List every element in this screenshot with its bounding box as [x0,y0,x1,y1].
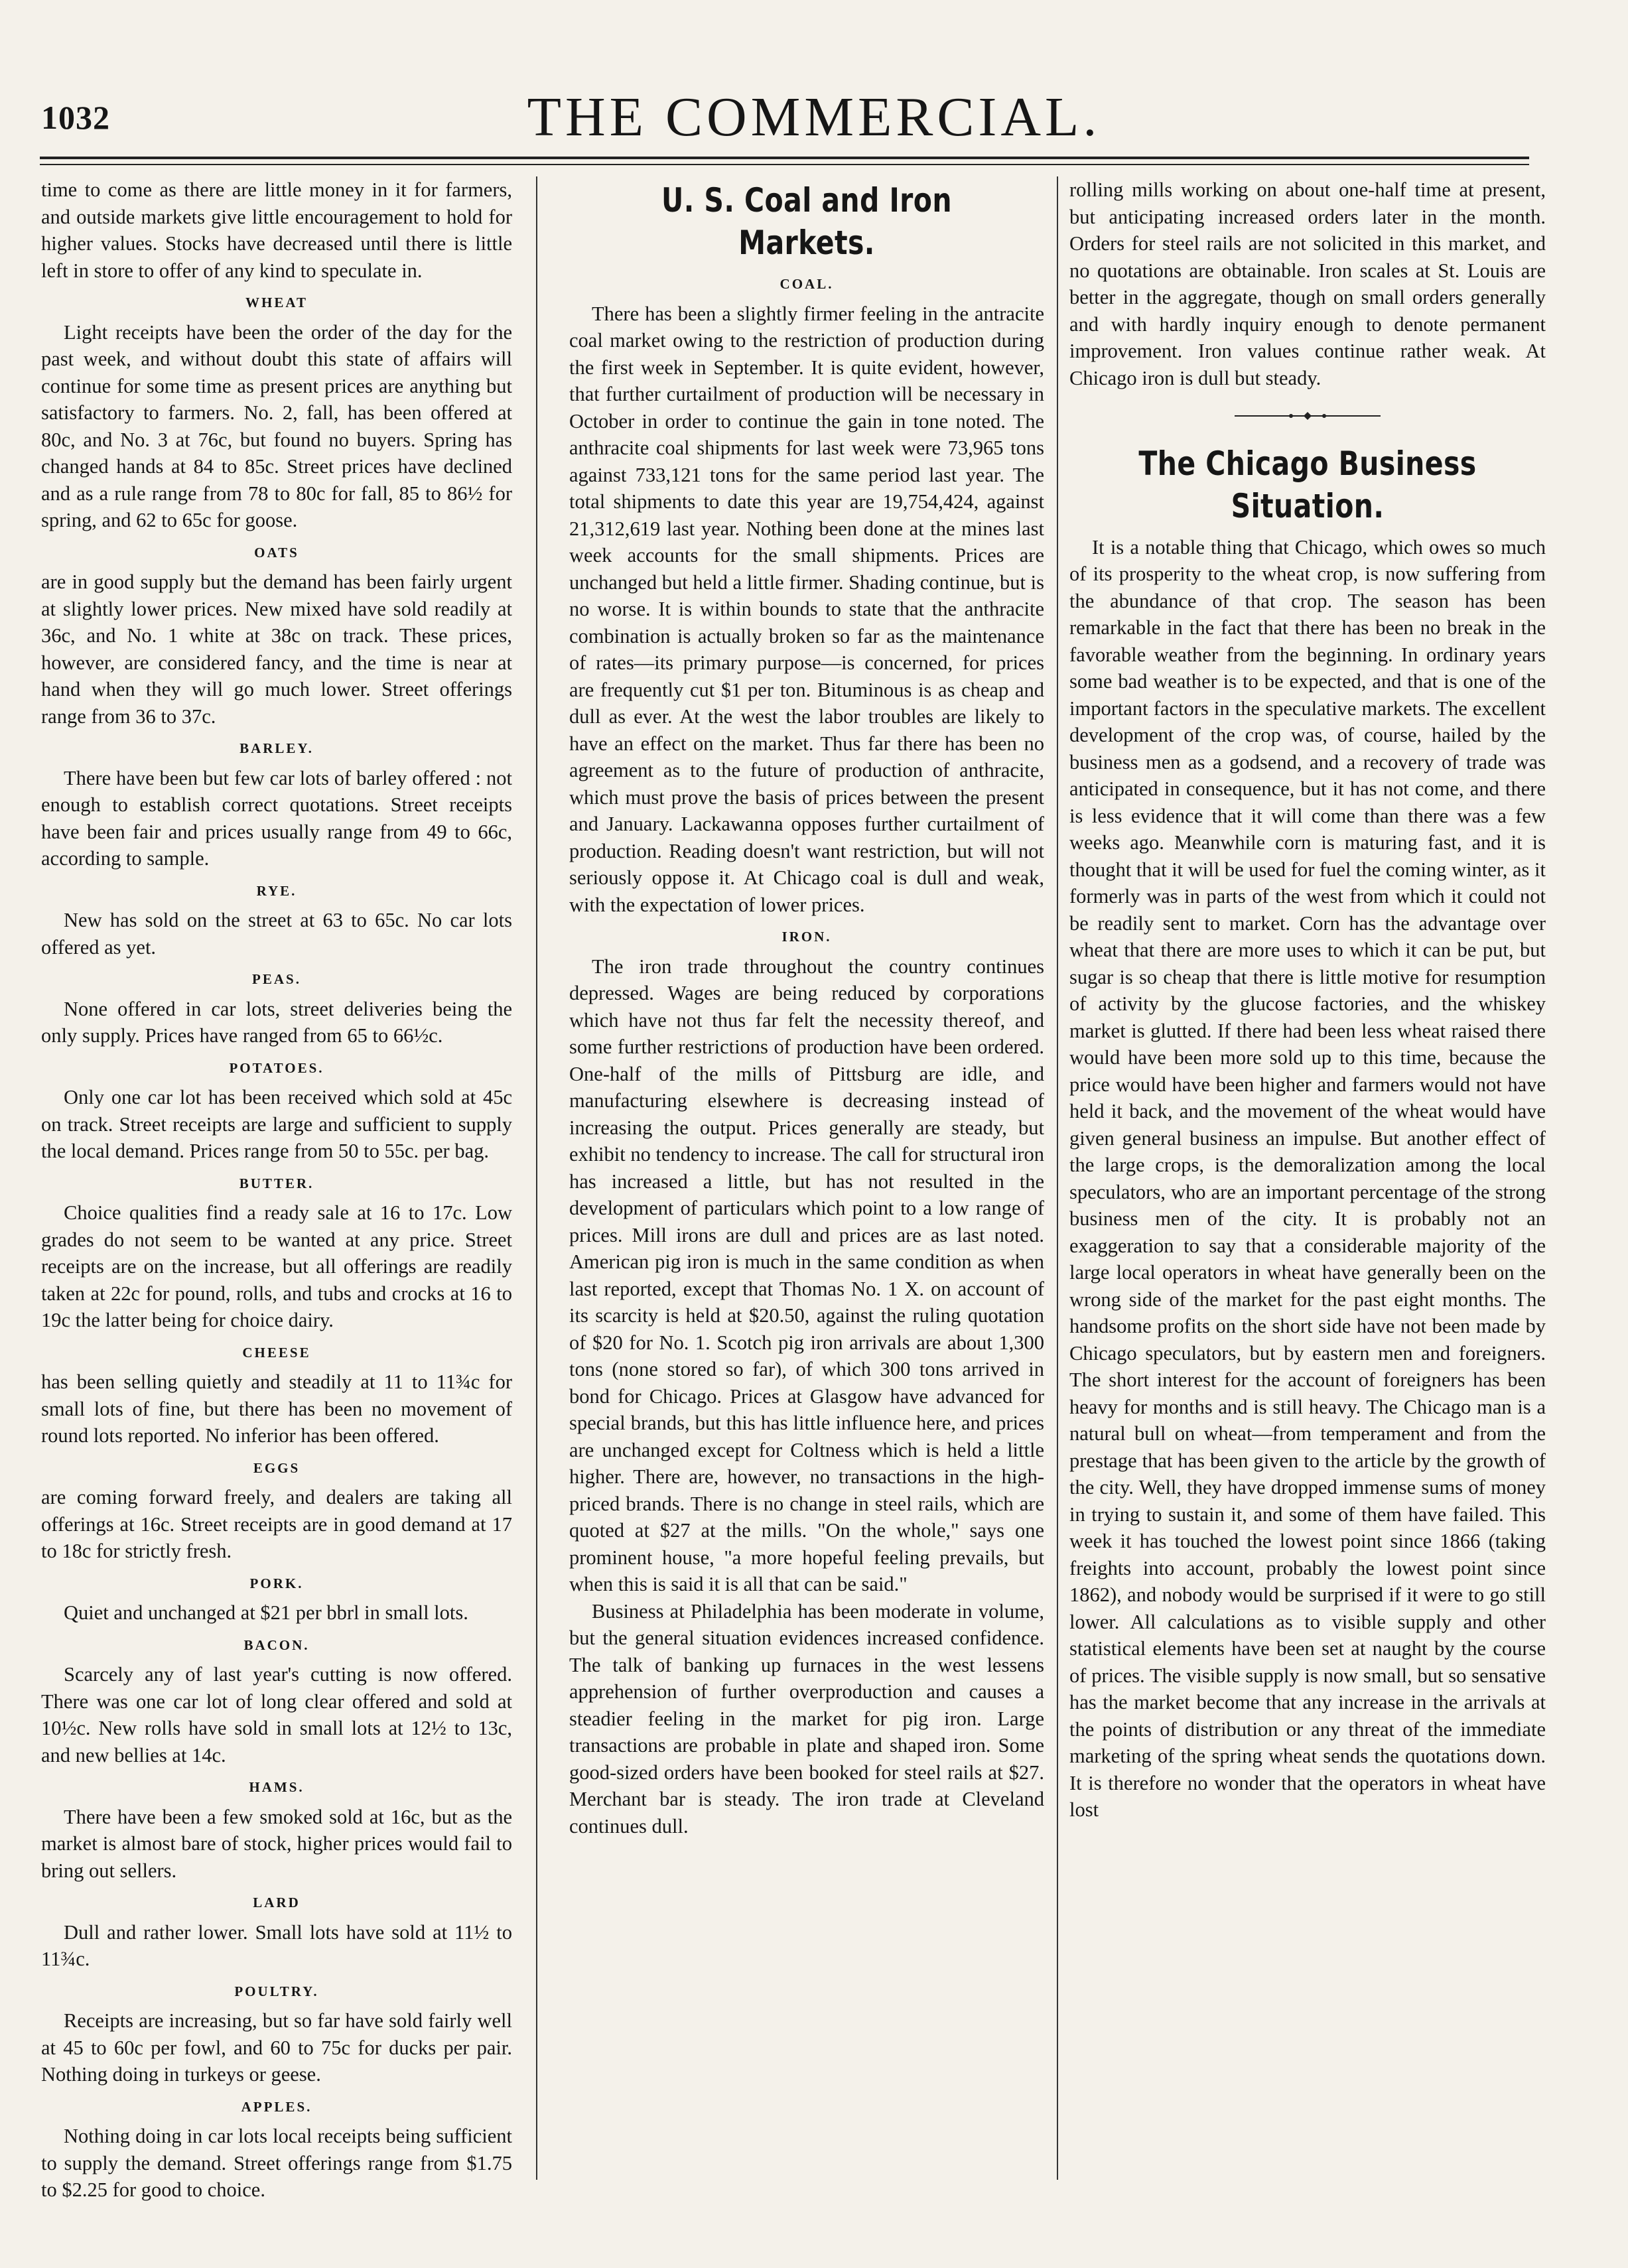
section-text: Nothing doing in car lots local receipts being sufficient to supply the demand. Street offerings range from $1.75 to $2.25 for good to choice. [41,2125,512,2201]
section-iron [569,923,1044,1598]
section-text: Quiet and unchanged at $21 per bbrl in small lots. [64,1601,468,1624]
section-heading: CHEESE [242,1344,311,1361]
section-heading: POULTRY. [234,1983,319,1999]
header-rule-bottom [40,164,1529,165]
section-bacon [41,1632,512,1769]
section-heading: BARLEY. [239,740,314,756]
column-chicago [1069,176,1546,2226]
page-number: 1032 [41,99,110,136]
iron-markets-continued: rolling mills working on about one-half time at present, but anticipating increased orders later in the month. Orders for steel rails are not solicited in this market, and no quotations are obtainable. Iron scales at St. Louis are better in the aggregate, though on small orders generally and with hardly inquiry enough to denote permanent improvement. Iron values continue rather weak. At Chicago iron is dull but steady. [1069,178,1546,389]
section-heading: BUTTER. [239,1175,314,1191]
section-pork [41,1570,512,1627]
section-text: Only one car lot has been received which sold at 45c on track. Street receipts are large and sufficient to supply the local demand. Prices range from 50 to 55c. per bag. [41,1086,512,1162]
section-heading: PORK. [249,1575,304,1591]
section-poultry [41,1978,512,2088]
header-rule-top [40,157,1529,159]
section-potatoes [41,1055,512,1165]
section-text: Business at Philadelphia has been moderate in volume, but the general situation evidences increased confidence. The talk of banking up furnaces in the west lessens apprehension of further overproduction and causes a steadier feeling in the market for pig iron. Large transactions are probable in plate and shaped iron. Some good-sized orders have been booked for steel rails at $27. Merchant bar is steady. The iron trade at Cleveland continues dull. [569,1599,1044,1837]
section-oats [41,539,512,730]
section-text: are coming forward freely, and dealers are taking all offerings at 16c. Street receipts are in good demand at 17 to 18c for strictly fresh. [41,1486,512,1562]
section-coal [569,271,1044,918]
column-coal-iron [569,176,1044,2226]
section-wheat [41,289,512,534]
section-heading: RYE. [256,882,297,899]
section-apples [41,2094,512,2204]
section-heading: OATS [254,544,299,561]
section-text: Receipts are increasing, but so far have sold fairly well at 45 to 60c per fowl, and 60 to 75c for ducks per pair. Nothing doing in turkeys or geese. [41,2009,512,2086]
section-text: are in good supply but the demand has been fairly urgent at slightly lower prices. New mixed have sold readily at 36c, and No. 1 white at 38c on track. These prices, however, are considered fancy, and the time is near at hand when they will go much lower. Street offerings range from 36 to 37c. [41,570,512,728]
section-hams [41,1774,512,1884]
column-market-reports [41,176,512,2226]
section-barley [41,735,512,872]
section-text: There has been a slightly firmer feeling in the antracite coal market owing to the restriction of production during the first week in September. It is quite evident, however, that further curtailment of production will be necessary in October in order to continue the gain in tone noted. The anthracite coal shipments for last week were 73,965 tons against 733,121 tons for the same period last year. The total shipments to date this year are 19,754,424, against 21,312,619 last year. Nothing been done at the mines last week accounts for the small shipments. Prices are unchanged but held a little firmer. Shading continue, but is no worse. It is within bounds to state that the anthracite combination is actually broken so far as the maintenance of rates—its primary purpose—is concerned, for prices are frequently cut $1 per ton. Bituminous is as cheap and dull as ever. At the west the labor troubles are likely to have an effect on the market. Thus far there has been no agreement as to the future of production of anthracite, which must prove the basis of prices between the present and January. Lackawanna opposes further curtailment of production. Reading doesn't want restriction, but will not seriously oppose it. At Chicago coal is dull and weak, with the expectation of lower prices. [569,302,1044,916]
section-text: None offered in car lots, street deliveries being the only supply. Prices have ranged from 65 to 66½c. [41,997,512,1047]
column-divider-2 [1057,176,1058,2180]
section-heading: POTATOES. [229,1059,324,1076]
section-heading: IRON. [781,929,832,945]
section-heading: COAL. [780,276,834,292]
masthead-title: THE COMMERCIAL. [527,86,1101,148]
section-text: Choice qualities find a ready sale at 16 to 17c. Low grades do not seem to be wanted at any price. Street receipts are on the increase, but all offerings are readily taken at 22c for pound, rolls, and tubs and crocks at 16 to 19c the latter being for choice dairy. [41,1201,512,1331]
column-divider-1 [536,176,537,2180]
section-heading: APPLES. [241,2098,312,2115]
section-text: Light receipts have been the order of the day for the past week, and without doubt this state of affairs will continue for some time as present prices are anything but satisfactory to farmers. No. 2, fall, has been offered at 80c, and No. 3 at 76c, but found no buyers. Spring has changed hands at 84 to 85c. Street prices have declined and as a rule range from 78 to 80c for fall, 85 to 86½ for spring, and 62 to 65c for goose. [41,320,512,531]
section-heading: LARD [253,1895,301,1910]
section-heading: EGGS [253,1459,301,1476]
section-heading: WHEAT [245,295,308,310]
section-text: has been selling quietly and steadily at 11 to 11¾c for small lots of fine, but there has been no movement of round lots reported. No inferior has been offered. [41,1370,512,1447]
section-text: Scarcely any of last year's cutting is now offered. There was one car lot of long clear offered and sold at 10½c. New rolls have sold in small lots at 12½ to 13c, and new bellies at 14c. [41,1663,512,1767]
article-body-chicago: It is a notable thing that Chicago, which owes so much of its prosperity to the wheat crop, is now suffering from the abundance of that crop. The season has been remarkable in the fact that there has been no break in the favorable weather from the beginning. In ordinary years some bad weather is to be expected, and that is one of the important factors in the speculative markets. The excellent development of the crop was, of course, hailed by the business men as a godsend, and a recovery of trade was anticipated in consequence, but it has not come, and there is less evidence that it will come than there was a few weeks ago. Meanwhile corn is maturing fast, and it is thought that it will be used for fuel the coming winter, as it formerly was in parts of the west from which it could not be readily sent to market. Corn has the advantage over wheat that there are more uses to which it can be put, but sugar is so cheap that there is little motive for resumption of activity by the glucose factories, and the whiskey market is glutted. If there had been less wheat raised there would have been more sold up to this time, because the price would have been higher and farmers would not have held it back, and the movement of the wheat would have given general business an impulse. But another effect of the large crops, is the demoralization among the local speculators, who are an important percentage of the strong business men of the city. It is probably not an exaggeration to say that a considerable majority of the large local operators in wheat have generally been on the wrong side of the market for the past eight months. The handsome profits on the short side have not been made by Chicago speculators, but by eastern men and foreigners. The short interest for the account of foreigners has been heavy for months and is still heavy. The Chicago man is a natural bull on wheat—from temperament and from the prestage that has been given to the article by the growth of the city. Well, they have dropped immense sums of money in trying to sustain it, and some of them have failed. This week it has touched the lowest point since 1866 (taking freights into account, probably the lowest point since 1862), and nobody would be surprised if it were to go still lower. All calculations as to visible supply and other statistical elements have been set at naught by the course of prices. The visible supply is now small, but so sensative has the market become that any increase in the arrivals at the points of distribution or any threat of the immediate marketing of the spring wheat sends the quotations down. It is therefore no wonder that the operators in wheat have lost [1069,535,1546,1821]
section-eggs [41,1455,512,1565]
section-text: The iron trade throughout the country continues depressed. Wages are being reduced by corporations which have not thus far felt the necessity thereof, and some further restrictions of production have been ordered. One-half of the mills of Pittsburg are idle, and manufacturing elsewhere is decreasing instead of increasing the output. Prices generally are steady, but exhibit no tendency to increase. The call for structural iron has increased a little, but has not resulted in the development of particulars which point to a low range of prices. Mill irons are dull and prices are as last noted. American pig iron is much in the same condition as when last reported, except that Thomas No. 1 X. on account of its scarcity is held at $20.50, against the ruling quotation of $20 for No. 1. Scotch pig iron arrivals are about 1,300 tons (none stored so far), of which 300 tons arrived in bond for Chicago. Prices at Glasgow have advanced for special brands, but this has little influence here, and prices are unchanged except for Coltness which is held a little higher. There are, however, no transactions in the high-priced brands. There is no change in steel rails, which are quoted at $27 at the mills. "On the whole," says one prominent house, "a more hopeful feeling prevails, but when this is said it is all that can be said." [569,955,1044,1595]
section-heading: PEAS. [252,971,301,987]
section-text: There have been a few smoked sold at 16c, but as the market is almost bare of stock, higher prices would fail to bring out sellers. [41,1805,512,1882]
section-philadelphia [569,1598,1044,1840]
article-headline-chicago: The Chicago Business Situation. [1138,444,1477,525]
section-heading: HAMS. [249,1779,305,1795]
section-lard [41,1889,512,1973]
section-heading: BACON. [243,1636,310,1653]
section-text: Dull and rather lower. Small lots have sold at 11½ to 11¾c. [41,1920,512,1970]
section-text: There have been but few car lots of barley offered : not enough to establish correct quotations. Street receipts have been fair and prices usually range from 49 to 66c, according to sample. [41,766,512,870]
article-divider [1069,401,1546,428]
column1-intro: time to come as there are little money in it for farmers, and outside markets give little encouragement to hold for higher values. Stocks have decreased until there is little left in store to offer of any kind to speculate in. [41,178,512,282]
section-cheese [41,1339,512,1449]
divider-ornament-icon [1235,411,1381,421]
section-rye [41,878,512,961]
section-text: New has sold on the street at 63 to 65c. No car lots offered as yet. [41,909,512,959]
article-headline-coal-iron: U. S. Coal and Iron Markets. [661,181,952,262]
section-peas [41,966,512,1049]
section-butter [41,1170,512,1334]
